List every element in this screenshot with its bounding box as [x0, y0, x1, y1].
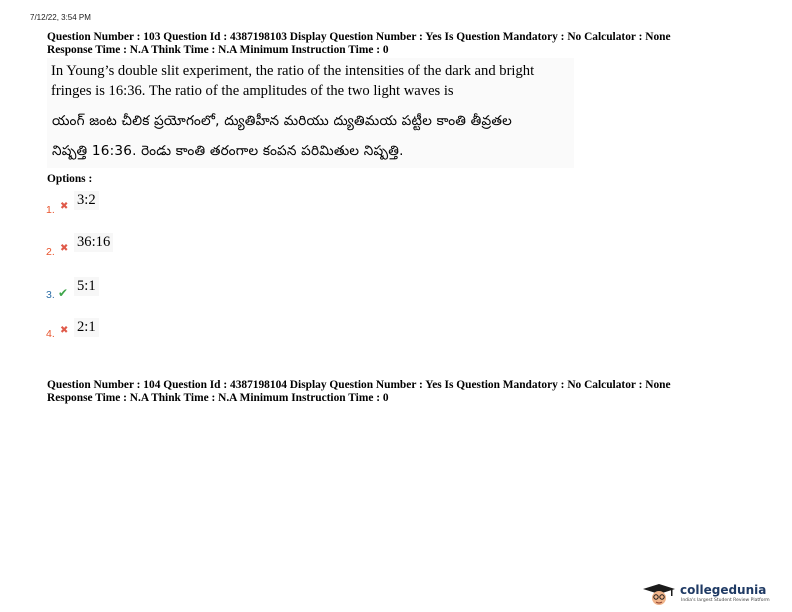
option-text[interactable]: 2:1: [74, 318, 99, 337]
cross-icon: ✖: [60, 325, 69, 336]
cross-icon: ✖: [60, 201, 69, 212]
brand-tagline: India's largest Student Review Platform: [681, 598, 770, 603]
question-text-english-line2: fringes is 16:36. The ratio of the amplitudes of the two light waves is: [51, 83, 454, 99]
brand-name: collegedunia: [680, 583, 767, 597]
question-text-english-line1: In Young’s double slit experiment, the ratio of the intensities of the dark and bright: [51, 63, 535, 79]
option-number: 4.: [46, 328, 55, 340]
option-number: 1.: [46, 204, 55, 216]
cross-icon: ✖: [60, 243, 69, 254]
option-number: 2.: [46, 246, 55, 258]
option-text[interactable]: 5:1: [74, 277, 99, 296]
question-header-line1: Question Number : 103 Question Id : 4387198103 Display Question Number : Yes Is Question Mandatory : No Calculator : None: [47, 31, 671, 43]
question-header-line2: Response Time : N.A Think Time : N.A Minimum Instruction Time : 0: [47, 44, 389, 56]
next-question-header-line2: Response Time : N.A Think Time : N.A Minimum Instruction Time : 0: [47, 392, 389, 404]
option-number: 3.: [46, 289, 55, 301]
option-text[interactable]: 36:16: [74, 233, 113, 252]
options-label: Options :: [47, 173, 93, 185]
question-text-telugu-line2: నిష్పత్తి 16:36. రెండు కాంతి తరంగాల కంపన పరిమితుల నిష్పత్తి.: [52, 143, 404, 159]
option-text[interactable]: 3:2: [74, 191, 99, 210]
next-question-header-line1: Question Number : 104 Question Id : 4387198104 Display Question Number : Yes Is Question Mandatory : No Calculator : None: [47, 379, 671, 391]
check-icon: ✔: [58, 286, 69, 300]
question-text-telugu-line1: యంగ్ జంట చీలిక ప్రయోగంలో, ద్యుతిహీన మరియు ద్యుతిమయ పట్టీల కాంతి తీవ్రతల: [52, 113, 512, 129]
print-timestamp: 7/12/22, 3:54 PM: [30, 13, 91, 22]
